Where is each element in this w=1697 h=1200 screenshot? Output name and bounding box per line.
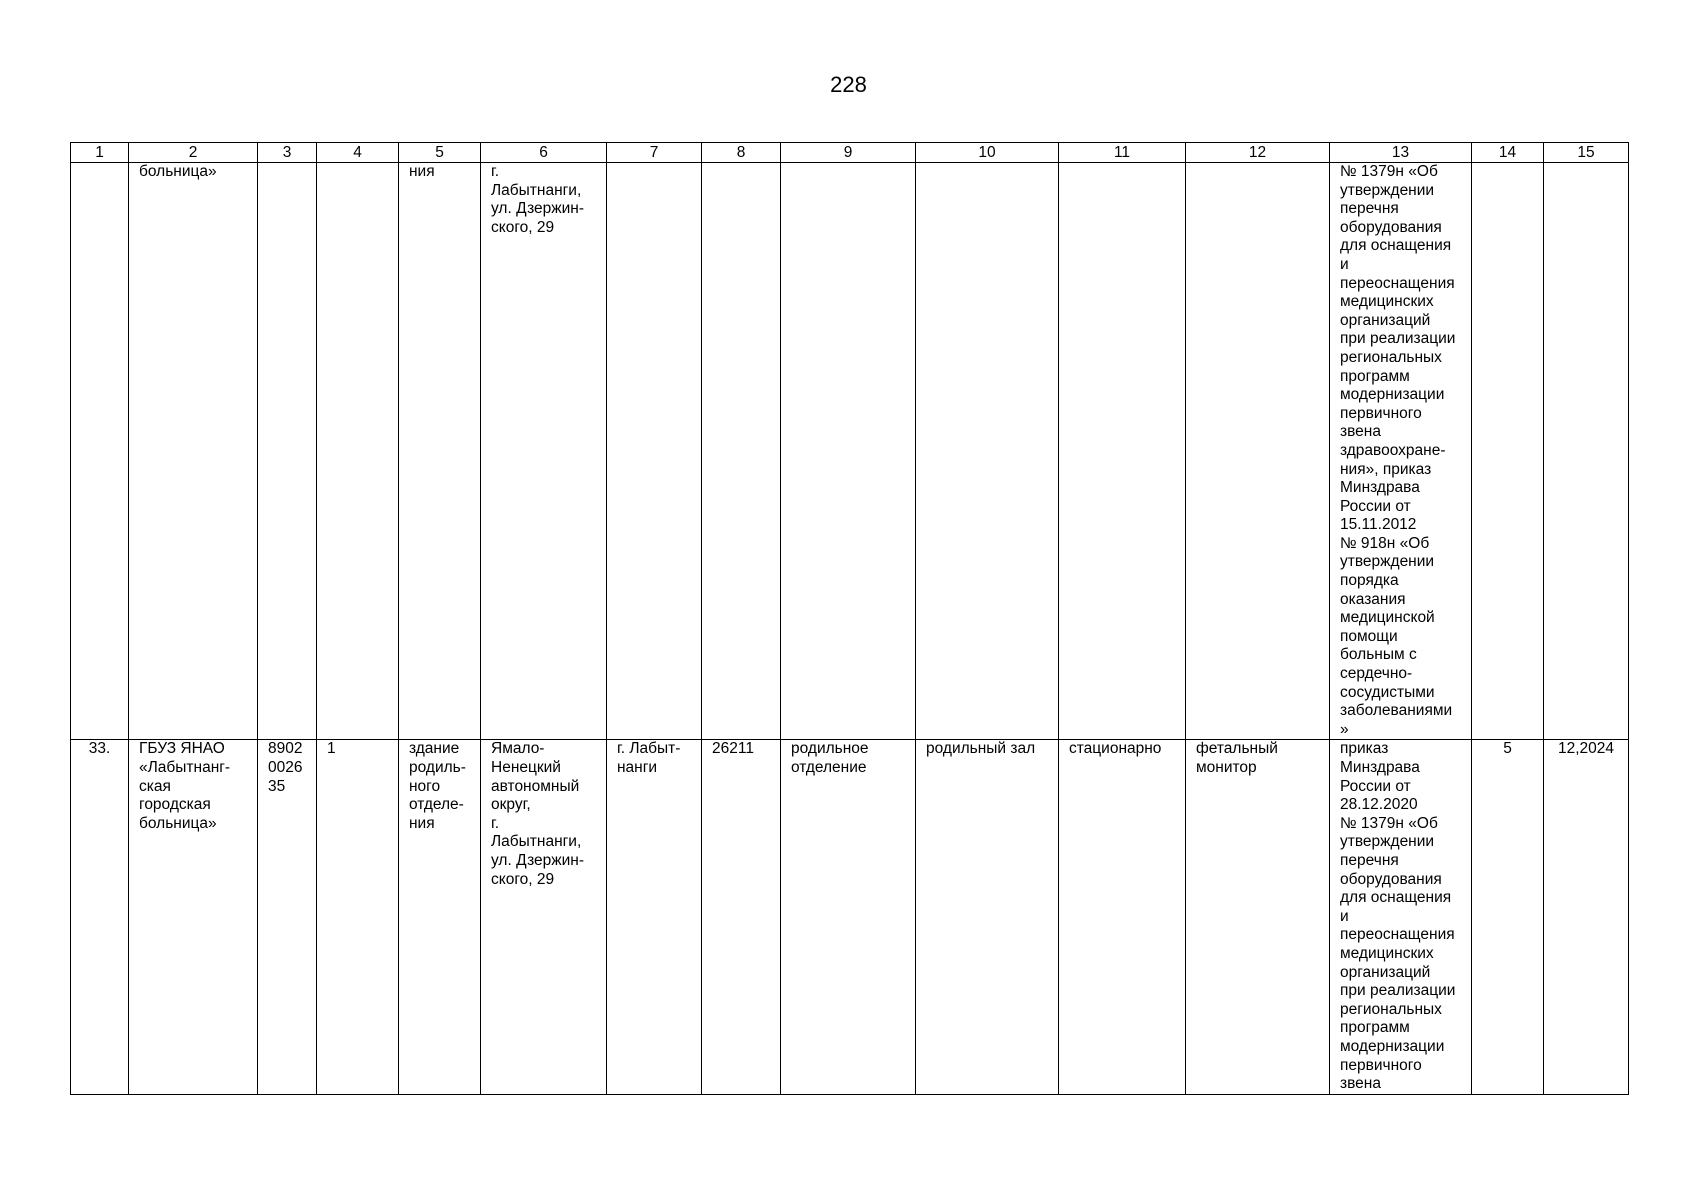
col-header: 7 — [607, 143, 702, 163]
table-cell — [1330, 740, 1472, 1094]
table-row — [71, 740, 1629, 1094]
table-cell — [129, 740, 258, 1094]
table-cell — [916, 740, 1059, 1094]
col-header: 13 — [1330, 143, 1472, 163]
table-cell — [1544, 163, 1629, 740]
header-row — [71, 143, 1629, 163]
cell-text: Ямало- Ненецкий автономный округ, г. Лабытнанги, ул. Дзержин- ского, 29 — [491, 740, 584, 888]
col-header: 6 — [481, 143, 607, 163]
table-cell — [1472, 163, 1544, 740]
col-header: 3 — [258, 143, 317, 163]
col-header: 10 — [916, 143, 1059, 163]
table-cell — [1544, 740, 1629, 1094]
cell-text: ния — [409, 163, 435, 180]
page-number: 228 — [830, 72, 867, 97]
cell-text: г. Лабыт- нанги — [617, 740, 681, 776]
cell-text: родильный зал — [926, 740, 1036, 758]
col-header: 11 — [1059, 143, 1186, 163]
col-header: 8 — [702, 143, 781, 163]
col-header: 1 — [71, 143, 129, 163]
cell-text: ГБУЗ ЯНАО «Лабытнанг- ская городская больница» — [139, 740, 231, 832]
col-header: 12 — [1186, 143, 1330, 163]
cell-text: 1 — [327, 740, 336, 758]
table-cell — [702, 163, 781, 740]
table-cell — [916, 163, 1059, 740]
cell-text: № 1379н «Об утверждении перечня оборудования для оснащения и переоснащения медицинских организаций при реализации региональных программ модернизации первичного звена здравоохране- ния», приказ Минздрава России от 15.11.2012 № 918н «Об утверждении порядка оказания медицинской помощи больным с сердечно- сосудистыми заболеваниями » — [1340, 163, 1456, 738]
table-cell — [607, 163, 702, 740]
table-cell — [607, 740, 702, 1094]
col-header: 4 — [317, 143, 399, 163]
cell-text: 8902 0026 35 — [268, 740, 303, 795]
table-cell — [71, 163, 129, 740]
table-cell — [1472, 740, 1544, 1094]
table-row — [71, 163, 1629, 740]
table-cell — [1186, 740, 1330, 1094]
cell-text: 26211 — [712, 740, 754, 758]
cell-text: больница» — [139, 163, 217, 180]
cell-text: фетальный монитор — [1196, 740, 1278, 776]
table-cell — [781, 740, 916, 1094]
col-header: 9 — [781, 143, 916, 163]
table-cell — [399, 163, 481, 740]
col-header: 15 — [1544, 143, 1629, 163]
table-cell — [1330, 163, 1472, 740]
table-cell — [317, 740, 399, 1094]
table-cell — [317, 163, 399, 740]
table-cell — [258, 740, 317, 1094]
cell-text: здание родиль- ного отделе- ния — [409, 740, 466, 832]
table-cell — [258, 163, 317, 740]
cell-text: г. Лабытнанги, ул. Дзержин- ского, 29 — [491, 163, 584, 236]
cell-text: стационарно — [1069, 740, 1162, 758]
table-cell — [71, 740, 129, 1094]
table-cell — [1186, 163, 1330, 740]
cell-text: 5 — [1503, 740, 1512, 758]
table-cell — [129, 163, 258, 740]
table-cell — [1059, 740, 1186, 1094]
table-cell — [702, 740, 781, 1094]
cell-text: 12,2024 — [1557, 740, 1615, 758]
table-cell — [399, 740, 481, 1094]
cell-text: родильное отделение — [791, 740, 869, 776]
table-cell — [1059, 163, 1186, 740]
table-cell — [481, 163, 607, 740]
col-header: 2 — [129, 143, 258, 163]
cell-text: приказ Минздрава России от 28.12.2020 № 1379н «Об утверждении перечня оборудования для оснащения и переоснащения медицинских организаций при реализации региональных программ модернизации первичного звена — [1340, 740, 1456, 1093]
col-header: 5 — [399, 143, 481, 163]
equipment-table — [70, 142, 1629, 1095]
table-cell — [481, 740, 607, 1094]
table-cell — [781, 163, 916, 740]
col-header: 14 — [1472, 143, 1544, 163]
row-number: 33. — [88, 740, 111, 758]
